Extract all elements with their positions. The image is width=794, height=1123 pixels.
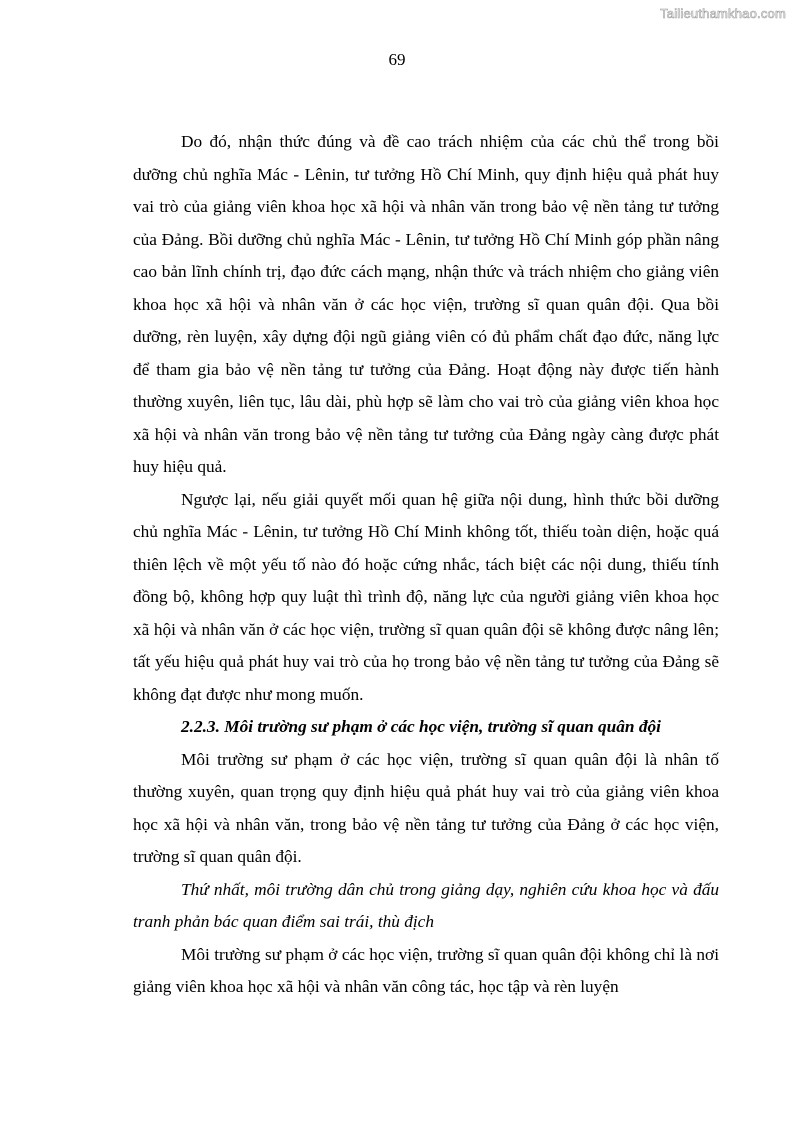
paragraph-2: Ngược lại, nếu giải quyết mối quan hệ giữa nội dung, hình thức bồi dưỡng chủ nghĩa Mác - Lênin, tư tưởng Hồ Chí Minh không tốt, thiếu toàn diện, hoặc quá thiên lệch về một yếu tố nào đó hoặc cứng nhắc, tách biệt các nội dung, thiếu tính đồng bộ, không hợp quy luật thì trình độ, năng lực của người giảng viên khoa học xã hội và nhân văn ở các học viện, trường sĩ quan quân đội sẽ không được nâng lên; tất yếu hiệu quả phát huy vai trò của họ trong bảo vệ nền tảng tư tưởng của Đảng sẽ không đạt được như mong muốn. (133, 489, 719, 704)
paragraph-4: Môi trường sư phạm ở các học viện, trường sĩ quan quân đội không chỉ là nơi giảng viên khoa học xã hội và nhân văn công tác, học tập và rèn luyện (133, 944, 719, 996)
page-number: 69 (388, 50, 406, 69)
paragraph-1: Do đó, nhận thức đúng và đề cao trách nhiệm của các chủ thể trong bồi dưỡng chủ nghĩa Mác - Lênin, tư tưởng Hồ Chí Minh, quy định hiệu quả phát huy vai trò của giảng viên khoa học xã hội và nhân văn trong bảo vệ nền tảng tư tưởng của Đảng. Bồi dưỡng chủ nghĩa Mác - Lênin, tư tưởng Hồ Chí Minh góp phần nâng cao bản lĩnh chính trị, đạo đức cách mạng, nhận thức và trách nhiệm cho giảng viên khoa học xã hội và nhân văn ở các học viện, trường sĩ quan quân đội. Qua bồi dưỡng, rèn luyện, xây dựng đội ngũ giảng viên có đủ phẩm chất đạo đức, năng lực để tham gia bảo vệ nền tảng tư tưởng của Đảng. Hoạt động này được tiến hành thường xuyên, liên tục, lâu dài, phù hợp sẽ làm cho vai trò của giảng viên khoa học xã hội và nhân văn trong bảo vệ nền tảng tư tưởng của Đảng ngày càng được phát huy hiệu quả. (133, 132, 719, 476)
document-body (133, 126, 719, 1004)
section-heading: 2.2.3. Môi trường sư phạm ở các học viện, trường sĩ quan quân đội (181, 717, 661, 736)
watermark: Tailieuthamkhao.com (660, 6, 786, 21)
subsection-heading: Thứ nhất, môi trường dân chủ trong giảng dạy, nghiên cứu khoa học và đấu tranh phản bác quan điểm sai trái, thù địch (133, 879, 719, 931)
paragraph-3: Môi trường sư phạm ở các học viện, trường sĩ quan quân đội là nhân tố thường xuyên, quan trọng quy định hiệu quả phát huy vai trò của giảng viên khoa học xã hội và nhân văn, trong bảo vệ nền tảng tư tưởng của Đảng ở các học viện, trường sĩ quan quân đội. (133, 749, 719, 866)
